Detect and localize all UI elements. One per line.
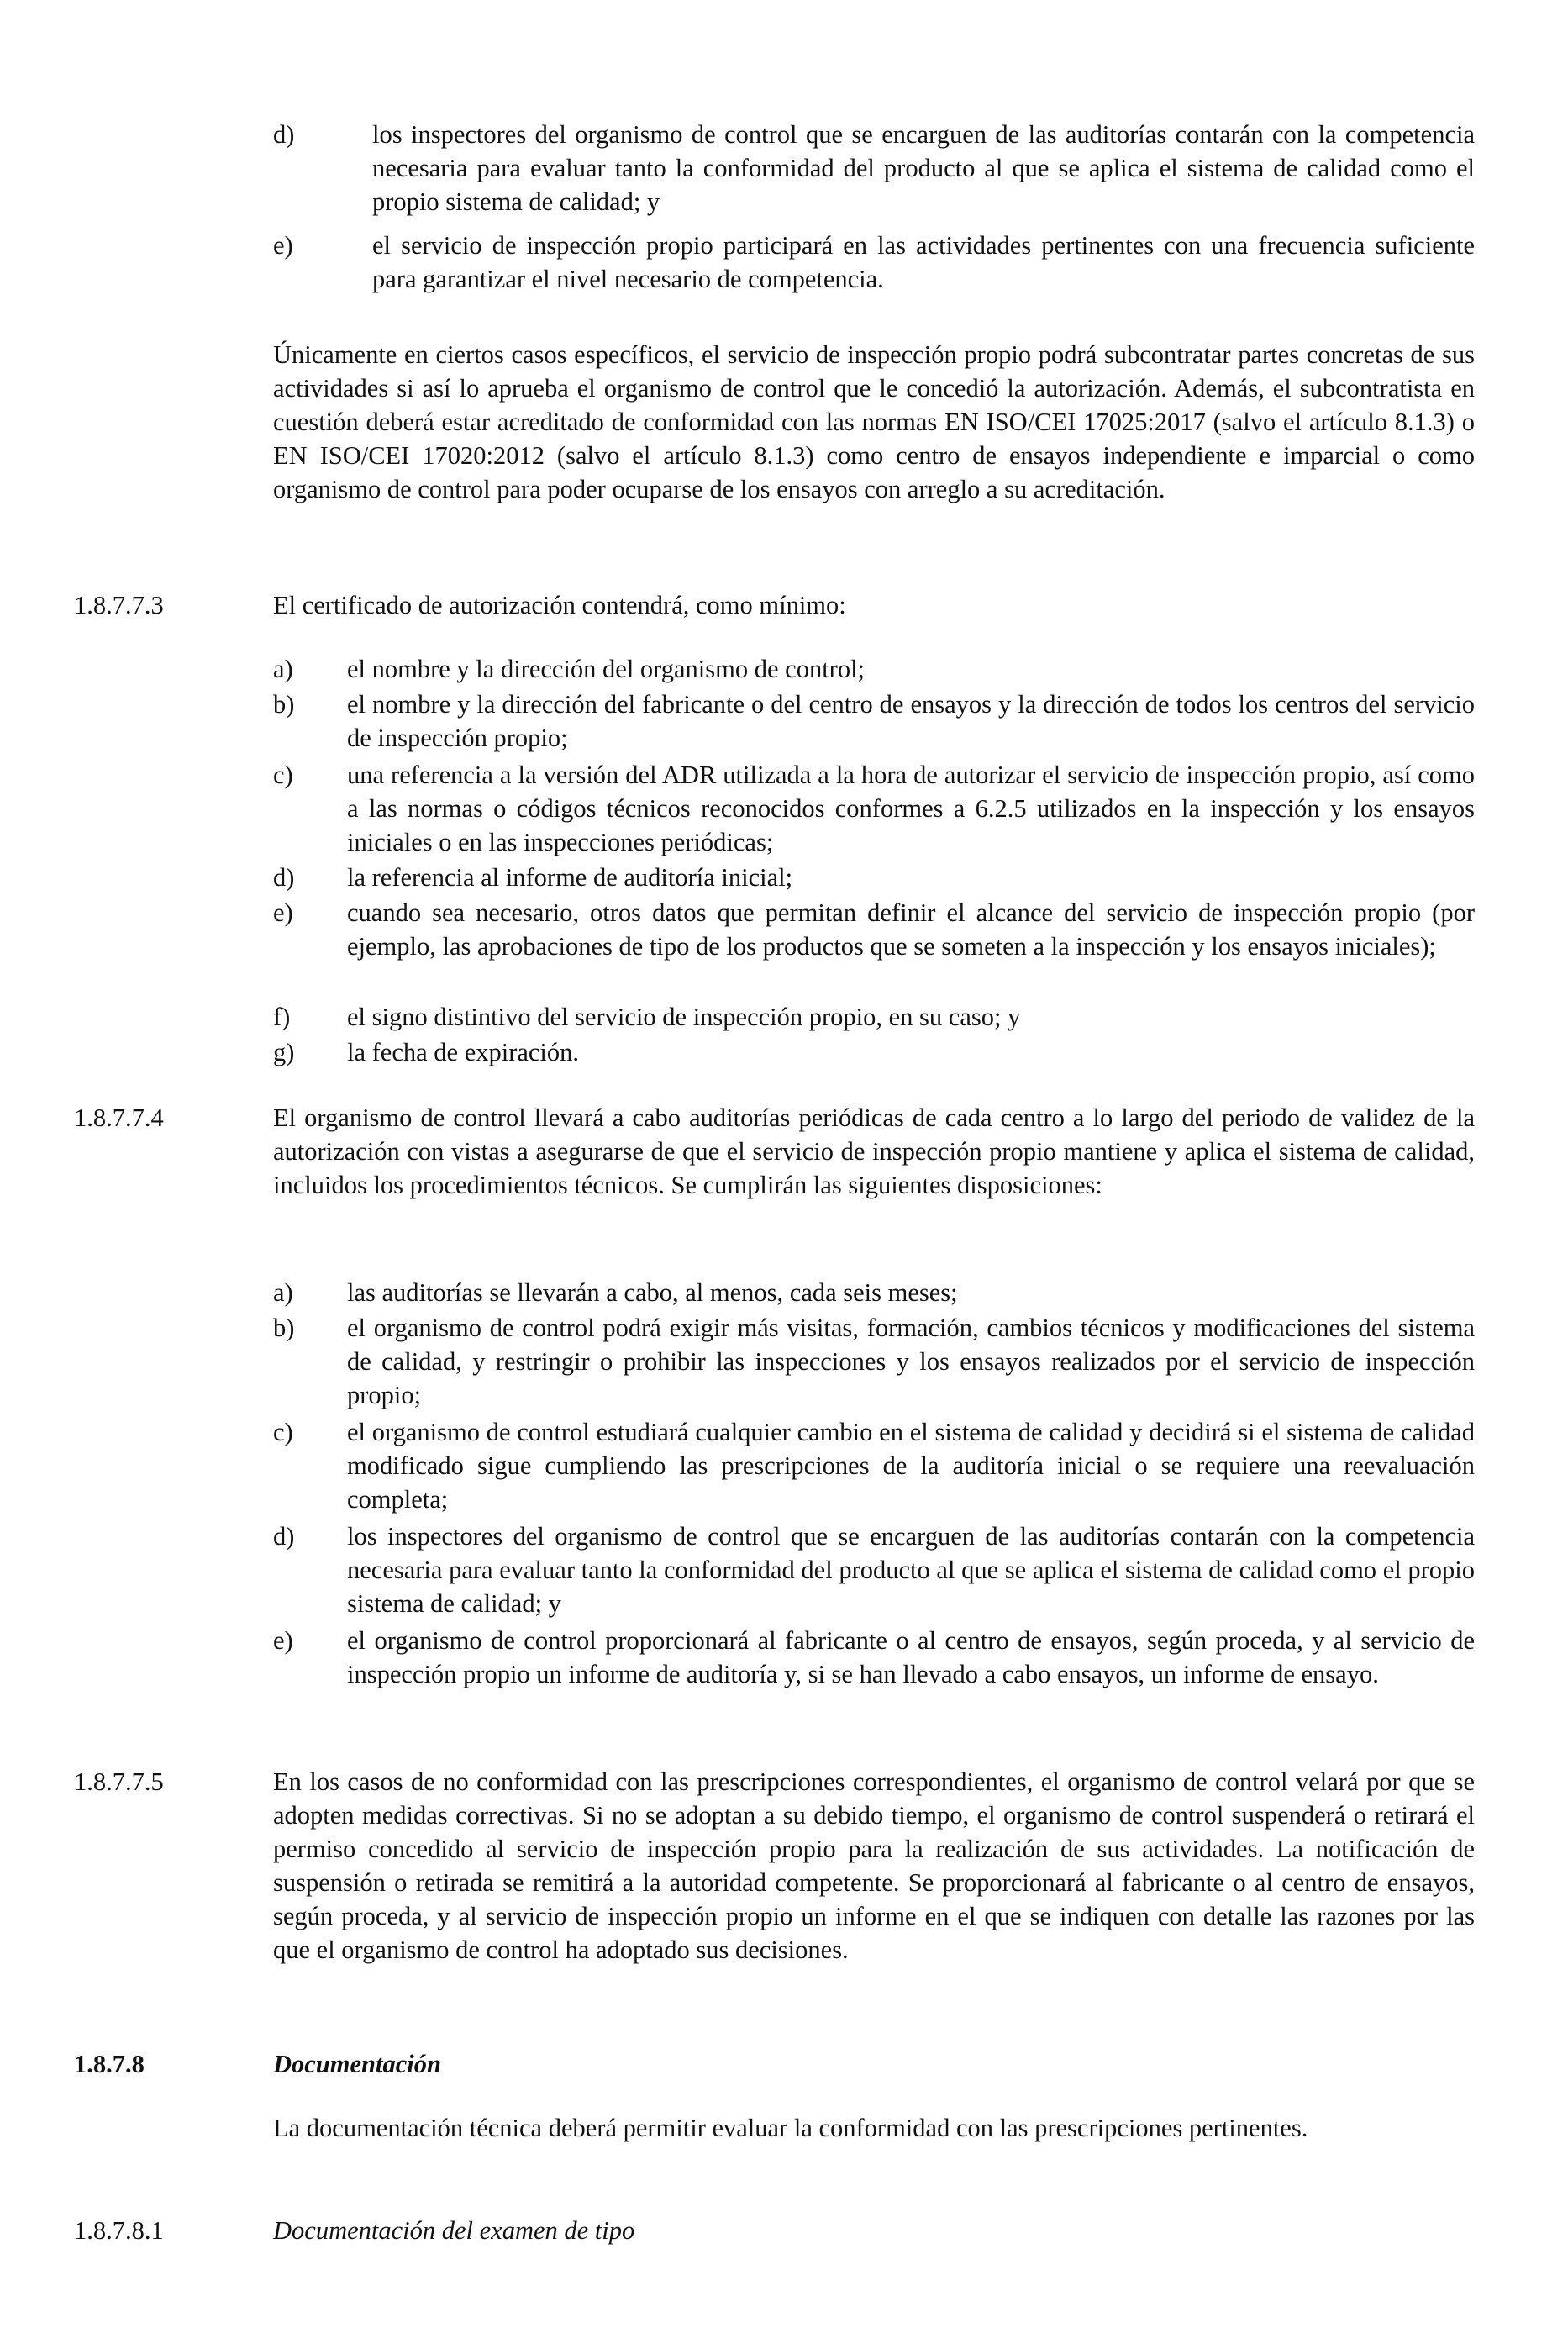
list-item: [273, 1519, 1475, 1620]
list-item-label: d): [273, 1522, 295, 1551]
section-number: 1.8.7.7.4: [74, 1103, 164, 1132]
list-item-label: f): [273, 1003, 291, 1031]
list-item-label: c): [273, 1418, 293, 1446]
list-item-text: los inspectores del organismo de control que se encarguen de las auditorías contarán con la competencia necesaria para evaluar tanto la conformidad del producto al que se aplica el sistema de calidad como el propio sistema de calidad; y: [347, 1522, 1475, 1618]
list-item-text: la fecha de expiración.: [347, 1038, 580, 1066]
list-item-label: e): [273, 898, 293, 927]
list-item-text: las auditorías se llevarán a cabo, al menos, cada seis meses;: [347, 1278, 958, 1307]
list-item-label: c): [273, 761, 293, 789]
list-item-text: el servicio de inspección propio participará en las actividades pertinentes con una frecuencia suficiente para garantizar el nivel necesario de competencia.: [372, 231, 1475, 293]
list-item: [273, 758, 1475, 859]
section-number: 1.8.7.8.1: [74, 2216, 164, 2245]
list-item-text: el nombre y la dirección del fabricante o del centro de ensayos y la dirección de todos los centros del servicio de inspección propio;: [347, 690, 1475, 752]
section-title: Documentación del examen de tipo: [273, 2216, 635, 2245]
list-item-label: b): [273, 1314, 295, 1342]
section-number: 1.8.7.8: [74, 2050, 145, 2078]
list-item-text: el organismo de control proporcionará al fabricante o al centro de ensayos, según proceda, y al servicio de inspección propio un informe de auditoría y, si se han llevado a cabo ensayos, un informe de ensayo.: [347, 1626, 1475, 1688]
list-item: [273, 896, 1475, 963]
section-text: La documentación técnica deberá permitir evaluar la conformidad con las prescripciones pertinentes.: [273, 2114, 1308, 2142]
section-number: 1.8.7.7.5: [74, 1767, 164, 1796]
list-item: [273, 652, 1475, 686]
list-item-label: a): [273, 1278, 293, 1307]
list-item-text: el organismo de control estudiará cualquier cambio en el sistema de calidad y decidirá si el sistema de calidad modificado sigue cumpliendo las prescripciones de la auditoría inicial o se requiere una reevaluación completa;: [347, 1418, 1475, 1514]
list-item-text: la referencia al informe de auditoría inicial;: [347, 863, 793, 892]
list-item-text: el signo distintivo del servicio de inspección propio, en su caso; y: [347, 1003, 1021, 1031]
list-item-text: el nombre y la dirección del organismo de control;: [347, 655, 866, 683]
list-item-text: los inspectores del organismo de control que se encarguen de las auditorías contarán con la competencia necesaria para evaluar tanto la conformidad del producto al que se aplica el sistema de calidad como el propio sistema de calidad; y: [372, 120, 1475, 216]
list-item: [273, 1276, 1475, 1309]
list-item-text: el organismo de control podrá exigir más visitas, formación, cambios técnicos y modificaciones del sistema de calidad, y restringir o prohibir las inspecciones y los ensayos realizados por el servicio de inspección propio;: [347, 1314, 1475, 1409]
section-text: En los casos de no conformidad con las prescripciones correspondientes, el organismo de control velará por que se adopten medidas correctivas. Si no se adoptan a su debido tiempo, el organismo de control suspenderá o retirará el permiso concedido al servicio de inspección propio para la realización de sus actividades. La notificación de suspensión o retirada se remitirá a la autoridad competente. Se proporcionará al fabricante o al centro de ensayos, según proceda, y al servicio de inspección propio un informe en el que se indiquen con detalle las razones por las que el organismo de control ha adoptado sus decisiones.: [273, 1767, 1475, 1964]
list-item: [273, 118, 1475, 219]
section-number: 1.8.7.7.3: [74, 591, 164, 619]
list-item: [273, 1415, 1475, 1516]
list-item-label: a): [273, 655, 293, 683]
list-item-label: g): [273, 1038, 295, 1066]
list-item: [273, 1035, 1475, 1069]
section-title: Documentación: [273, 2050, 441, 2078]
subcontract-paragraph: Únicamente en ciertos casos específicos, el servicio de inspección propio podrá subcontratar partes concretas de sus actividades si así lo aprueba el organismo de control que le concedió la autorización. Además, el subcontratista en cuestión deberá estar acreditado de conformidad con las normas EN ISO/CEI 17025:2017 (salvo el artículo 8.1.3) o EN ISO/CEI 17020:2012 (salvo el artículo 8.1.3) como centro de ensayos independiente e imparcial o como organismo de control para poder ocuparse de los ensayos con arreglo a su acreditación.: [273, 340, 1475, 503]
list-item-label: b): [273, 690, 295, 719]
list-item: [273, 229, 1475, 296]
list-item: [273, 861, 1475, 894]
list-item: [273, 1311, 1475, 1412]
list-item-text: una referencia a la versión del ADR utilizada a la hora de autorizar el servicio de inspección propio, así como a las normas o códigos técnicos reconocidos conformes a 6.2.5 utilizados en la inspección y los ensayos iniciales o en las inspecciones periódicas;: [347, 761, 1475, 856]
list-item-label: e): [273, 231, 293, 260]
list-item-label: d): [273, 863, 295, 892]
list-item: [273, 1000, 1475, 1034]
list-item-label: e): [273, 1626, 293, 1655]
list-item-text: cuando sea necesario, otros datos que permitan definir el alcance del servicio de inspección propio (por ejemplo, las aprobaciones de tipo de los productos que se someten a la inspección y los ensayos iniciales);: [347, 898, 1475, 961]
list-item: [273, 687, 1475, 755]
section-intro: El organismo de control llevará a cabo auditorías periódicas de cada centro a lo largo del periodo de validez de la autorización con vistas a asegurarse de que el servicio de inspección propio mantiene y aplica el sistema de calidad, incluidos los procedimientos técnicos. Se cumplirán las siguientes disposiciones:: [273, 1103, 1475, 1199]
list-item-label: d): [273, 120, 295, 149]
section-intro: El certificado de autorización contendrá, como mínimo:: [273, 591, 846, 619]
list-item: [273, 1624, 1475, 1691]
